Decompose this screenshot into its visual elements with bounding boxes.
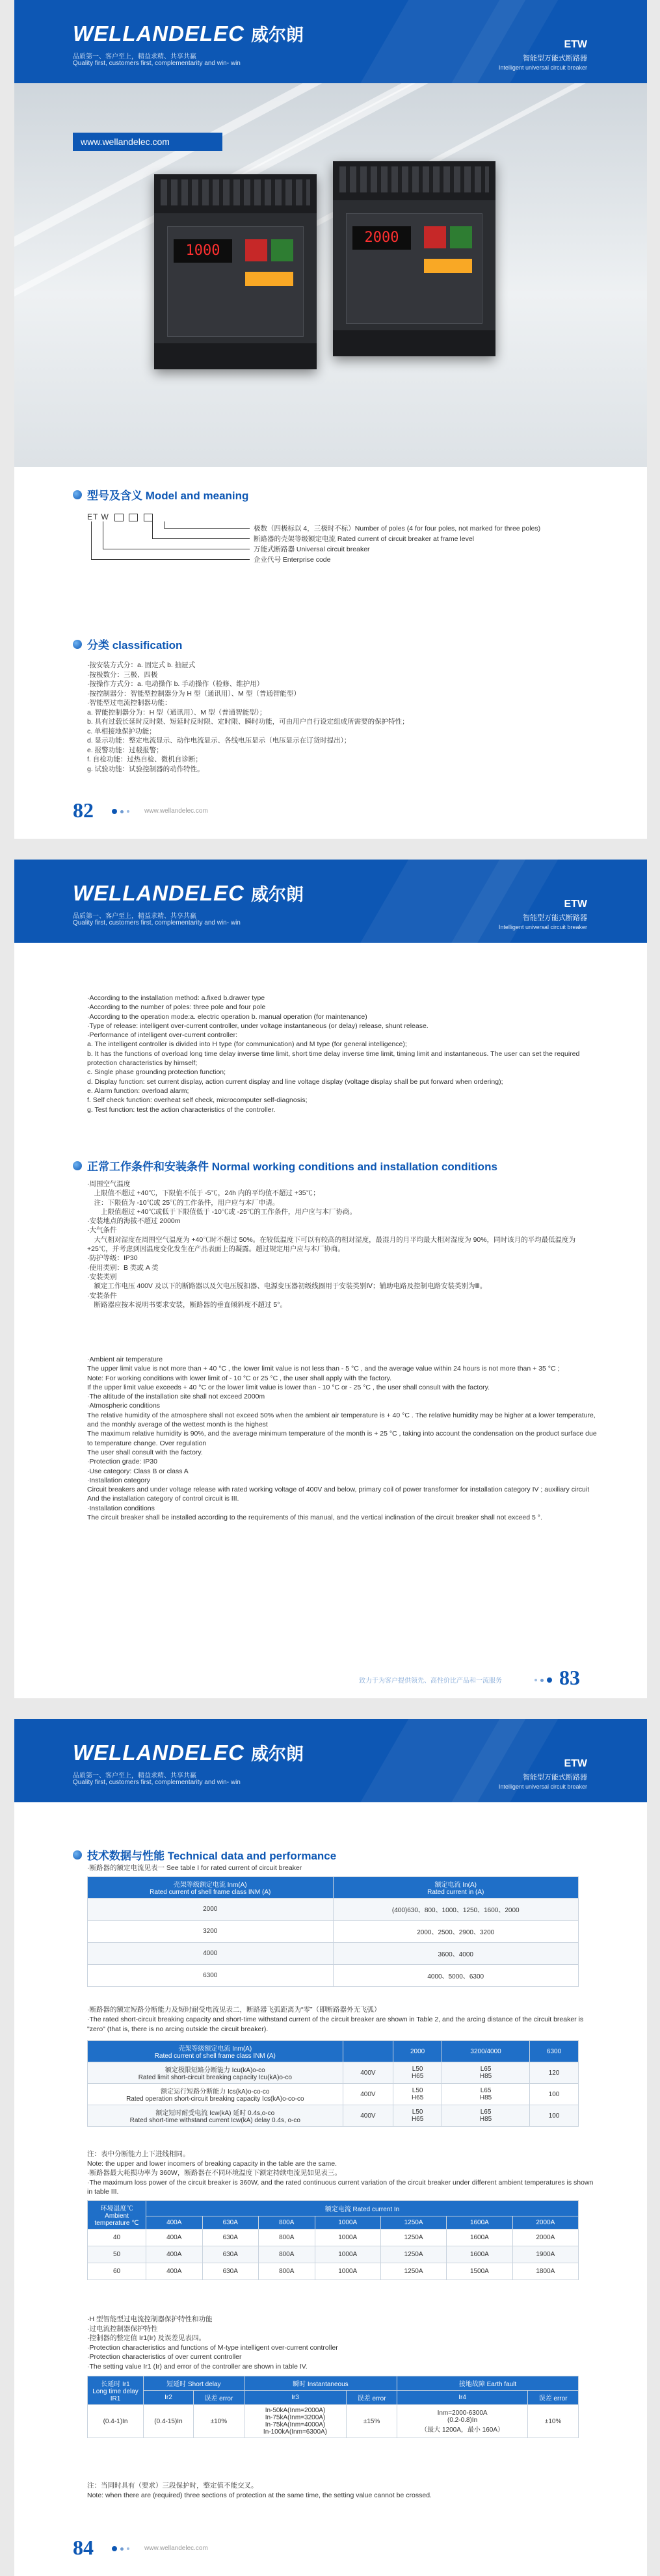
list-item: 注：下限值为 -10℃或 25℃的工作条件，用户应与本厂申请。 xyxy=(87,1198,280,1207)
product-model: ETW xyxy=(564,39,587,50)
note-line: ·Protection characteristics of over current controller xyxy=(87,2353,242,2361)
table1-caption: ·断路器的额定电流见表一 See table I for rated current of circuit breaker xyxy=(87,1864,302,1872)
product-name-en: Intelligent universal circuit breaker xyxy=(498,1783,587,1790)
list-item: ·According to the installation method: a.fixed b.drawer type xyxy=(87,994,265,1002)
footer-slogan: 致力于为客户提供领先、高性价比产品和一流服务 xyxy=(359,1677,502,1685)
list-item: The upper limit value is not more than + 40 °C , the lower limit value is not less than - 5 °C , and the average value within 24 hours is not more than + 35 °C ; xyxy=(87,1365,560,1373)
table-row: 额定极限短路分断能力 Icu(kA)o-co Rated limit short-circuit breaking capacity Icu(kA)o-co 400V L50 H65 L65 H85 120 xyxy=(88,2062,579,2084)
website-banner[interactable]: www.wellandelec.com xyxy=(73,133,222,151)
list-item: g. 试验功能：试验控制器的动作特性。 xyxy=(87,765,204,773)
list-item: Circuit breakers and under voltage release with rated working voltage of 400V and below, primary coil of power transformer for installation category IV ; auxiliary circuit xyxy=(87,1486,590,1494)
model-meaning: 极数（四极标以 4，三极时不标）Number of poles (4 for four poles, not marked for three poles) xyxy=(254,525,541,532)
product-name-cn: 智能型万能式断路器 xyxy=(523,914,587,922)
model-box xyxy=(129,514,138,521)
list-item: ·按安装方式分：a. 固定式 b. 抽屉式 xyxy=(87,661,196,669)
section-title-technical: 技术数据与性能 Technical data and performance xyxy=(73,1847,336,1863)
list-item: ·Type of release: intelligent over-current controller, under voltage instantaneous (or delay) release, shunt release. xyxy=(87,1021,429,1030)
table-row: 2000 (400)630、800、1000、1250、1600、2000 xyxy=(88,1899,579,1921)
breaker-base xyxy=(154,343,317,369)
list-item: 大气相对湿度在周围空气温度为 +40℃时不超过 50%。在较低温度下可以有较高的相对湿度，最湿月的月平均最大相对湿度为 90%，同时该月的平均最低温度为 +25℃，并考虑到因温度变化发生在产品表面上的凝露。超过规定用户应与本厂协商。 xyxy=(87,1235,576,1254)
conditions-list-en xyxy=(87,1355,598,1522)
list-item: c. 单相接地保护功能； xyxy=(87,727,156,735)
list-item: 上限值超过 +40℃或低于下限值低于 -10℃或 -25℃的工作条件，用户应与本厂协商。 xyxy=(87,1207,356,1216)
list-item: ·According to the operation mode:a. electric operation b. manual operation (for maintenance) xyxy=(87,1012,367,1021)
rated-current-table xyxy=(87,1876,579,1987)
slogan-en: Quality first, customers first, complementarity and win- win xyxy=(73,60,241,67)
list-item: ·According to the number of poles: three pole and four pole xyxy=(87,1003,266,1012)
off-button xyxy=(245,239,267,261)
note-line: 注：当同时具有（要求）三段保护时，整定值不能交叉。 xyxy=(87,2482,258,2490)
product-model: ETW xyxy=(564,899,587,910)
table-row: 60 400A 630A 800A 1000A 1250A 1500A 1800A xyxy=(88,2263,579,2280)
list-item: ·大气条件 xyxy=(87,1226,117,1235)
classification-list-cn xyxy=(87,661,594,774)
list-item: c. Single phase grounding protection function; xyxy=(87,1068,226,1077)
page-82 xyxy=(14,0,647,839)
logo-latin: WELLANDELEC xyxy=(73,1741,244,1765)
product-model: ETW xyxy=(564,1758,587,1769)
table-header: 环境温度℃ Ambient temperature ℃ 额定电流 Rated current In xyxy=(88,2201,579,2216)
list-item: ·安装地点的海拔不超过 2000m xyxy=(87,1217,181,1226)
slogan-cn: 品质第一、客户至上，精益求精、共享共赢 xyxy=(73,53,196,60)
list-item: ·防护等级：IP30 xyxy=(87,1254,138,1263)
classification-list-en xyxy=(87,993,598,1114)
list-item: 额定工作电压 400V 及以下的断路器以及欠电压脱扣器、电源变压器初级线圈用于安装类别Ⅳ；辅助电路及控制电路安装类别为Ⅲ。 xyxy=(87,1282,487,1291)
list-item: Note: For working conditions with lower limit of - 10 °C or 25 °C , the user shall apply with the factory. xyxy=(87,1374,392,1382)
arc-chute xyxy=(339,166,489,192)
model-diagram xyxy=(87,512,581,577)
list-item: ·Performance of intelligent over-current controller: xyxy=(87,1031,238,1040)
table2-caption-cn: ·断路器的额定短路分断能力及短时耐受电流见表二，断路器飞弧距离为“零”（即断路器外无飞弧） xyxy=(87,2006,381,2014)
table-row: 3200 2000、2500、2900、3200 xyxy=(88,1921,579,1943)
list-item: ·Use category: Class B or class A xyxy=(87,1467,189,1475)
list-item: a. The intelligent controller is divided into H type (for communication) and M type (for general intelligence); xyxy=(87,1040,407,1049)
footer-website[interactable]: www.wellandelec.com xyxy=(144,808,208,815)
list-item: b. It has the functions of overload long time delay inverse time limit, short time delay inverse time limit, timing limit and instantaneous. The user can set the required protection characteristics by himself; xyxy=(87,1049,580,1068)
table-subheader: Ir2 误差 error Ir3 误差 error Ir4 误差 error xyxy=(88,2391,579,2405)
temperature-derating-table xyxy=(87,2200,579,2280)
list-item: The user shall consult with the factory. xyxy=(87,1448,203,1456)
slogan-cn: 品质第一、客户至上，精益求精、共享共赢 xyxy=(73,1772,196,1780)
arc-chute xyxy=(161,179,310,205)
list-item: f. 自检功能：过热自检、微机自诊断； xyxy=(87,756,202,763)
table4-caption xyxy=(87,2315,598,2371)
list-item: 上限值不超过 +40℃，下限值不低于 -5℃，24h 内的平均值不超过 +35℃； xyxy=(87,1189,320,1198)
table-header: 长延时 Ir1 Long time delay IR1 短延时 Short delay 瞬时 Instantaneous 接地故障 Earth fault xyxy=(88,2376,579,2391)
list-item: ·周围空气温度 xyxy=(87,1180,131,1188)
list-item: f. Self check function: overheat self check, microcomputer self-diagnosis; xyxy=(87,1096,308,1105)
list-item: ·Ambient air temperature xyxy=(87,1356,163,1363)
list-item: ·Installation category xyxy=(87,1476,150,1484)
list-item: The relative humidity of the atmosphere shall not exceed 50% when the ambient air temperature is + 40 °C . The relative humidity may be higher at a lower temperature, and the monthly average of the wettest month is the highest xyxy=(87,1411,596,1429)
product-name-en: Intelligent universal circuit breaker xyxy=(498,924,587,930)
bullet-icon xyxy=(73,640,82,649)
logo-cn: 威尔朗 xyxy=(250,885,304,904)
section-title-classification: 分类 classification xyxy=(73,636,182,652)
logo-latin: WELLANDELEC xyxy=(73,881,244,905)
table2-notes xyxy=(87,2149,598,2197)
table-row: 额定短时耐受电流 Icw(kA) 延时 0.4s,o-co Rated short-time withstand current Icw(kA) delay 0.4s, o-co 400V L50 H65 L65 H85 100 xyxy=(88,2105,579,2127)
note-line: ·断路器最大耗损功率为 360W，断路器在不同环境温度下额定持续电流见如见表三。 xyxy=(87,2169,341,2177)
model-box xyxy=(144,514,153,521)
note-line: ·The maximum loss power of the circuit breaker is 360W, and the rated continuous current variation of the circuit breaker under different ambient temperatures is shown in table III. xyxy=(87,2178,594,2196)
controller-display: 1000 xyxy=(174,239,232,263)
note-line: 注：表中分断能力上下进线相同。 xyxy=(87,2150,190,2158)
bullet-icon xyxy=(73,1161,82,1170)
footer-dots xyxy=(112,2546,129,2551)
table2-caption-en: ·The rated short-circuit breaking capacity and short-time withstand current of the circuit breaker are shown in Table 2, and the arcing distance of the circuit breaker is "zero" (that is, there is no arcing outside the circuit breaker). xyxy=(87,2016,584,2033)
hero-product-photo xyxy=(14,83,647,467)
note-line: ·Protection characteristics and functions of M-type intelligent over-current controller xyxy=(87,2343,338,2352)
page-number: 84 xyxy=(73,2536,94,2559)
product-name-cn: 智能型万能式断路器 xyxy=(523,55,587,62)
page-number: 82 xyxy=(73,798,94,822)
on-button xyxy=(450,226,472,248)
list-item: ·Installation conditions xyxy=(87,1504,155,1512)
list-item: ·安装类别 xyxy=(87,1272,117,1281)
list-item: a. 智能控制器分为：H 型（通讯用）、M 型（普通智能型）； xyxy=(87,708,267,716)
list-item: ·按操作方式分：a. 电动操作 b. 手动操作（检修、维护用） xyxy=(87,680,264,688)
page-number: 83 xyxy=(559,1666,580,1689)
model-meaning: 断路器的壳架等级额定电流 Rated current of circuit breaker at frame level xyxy=(254,535,475,543)
list-item: ·智能型过电流控制器功能： xyxy=(87,699,172,707)
table-row: (0.4-1)In (0.4-15)In ±10% In-50kA(Inm=2000A) In-75kA(Inm=3200A) In-75kA(Inm=4000A) In-100kA(Inm=6300A) ±15% Inm=2000-6300A (0.2-0.8)In （最大 1200A，最小 160A） ±10% xyxy=(88,2405,579,2438)
page-header xyxy=(14,860,647,943)
model-box xyxy=(114,514,124,521)
list-item: ·Atmospheric conditions xyxy=(87,1402,161,1410)
bullet-icon xyxy=(73,490,82,499)
table-header: 壳架等级额定电流 Inm(A) Rated current of shell frame class INM (A) 2000 3200/4000 6300 xyxy=(88,2041,579,2062)
table4-notes xyxy=(87,2481,598,2500)
brand-logo xyxy=(73,1740,304,1765)
logo-latin: WELLANDELEC xyxy=(73,21,244,46)
table-row: 额定运行短路分断能力 Ics(kA)o-co-co Rated operation short-circuit breaking capacity Ics(kA)o-co-co 400V L50 H65 L65 H85 100 xyxy=(88,2084,579,2105)
list-item: g. Test function: test the action characteristics of the controller. xyxy=(87,1105,276,1114)
bullet-icon xyxy=(73,1850,82,1860)
product-heading xyxy=(499,1758,587,1790)
controller-display: 2000 xyxy=(352,226,411,250)
product-name-cn: 智能型万能式断路器 xyxy=(523,1774,587,1781)
footer-dots xyxy=(112,809,129,814)
list-item: If the upper limit value exceeds + 40 °C or the lower limit value is lower than - 10 °C or - 25 °C , the user shall consult with the factory. xyxy=(87,1383,490,1391)
list-item: ·使用类别：B 类或 A 类 xyxy=(87,1263,159,1272)
slogan-en: Quality first, customers first, complementarity and win- win xyxy=(73,1779,241,1786)
slogan-cn: 品质第一、客户至上，精益求精、共享共赢 xyxy=(73,913,196,920)
table-row: 6300 4000、5000、6300 xyxy=(88,1965,579,1987)
note-line: ·过电流控制器保护特性 xyxy=(87,2324,158,2333)
model-meaning: 企业代号 Enterprise code xyxy=(254,556,331,564)
note-line: Note: the upper and lower incomers of breaking capacity in the table are the same. xyxy=(87,2159,337,2168)
note-line: Note: when there are (required) three sections of protection at the same time, the setting value cannot be crossed. xyxy=(87,2491,432,2499)
breaker-unit-right xyxy=(333,161,495,356)
table-row: 50 400A 630A 800A 1000A 1250A 1600A 1900A xyxy=(88,2246,579,2263)
product-heading xyxy=(499,899,587,930)
table-header: 壳架等级额定电流 Inm(A) Rated current of shell frame class INM (A) 额定电流 In(A) Rated current in (A) xyxy=(88,1877,579,1899)
model-meaning: 万能式断路器 Universal circuit breaker xyxy=(254,545,370,553)
section-title-conditions: 正常工作条件和安装条件 Normal working conditions and installation conditions xyxy=(73,1157,497,1174)
list-item: e. Alarm function: overload alarm; xyxy=(87,1086,189,1095)
table-row: 40 400A 630A 800A 1000A 1250A 1600A 2000A xyxy=(88,2229,579,2246)
list-item: e. 报警功能：过载报警； xyxy=(87,746,163,754)
logo-cn: 威尔朗 xyxy=(250,25,304,45)
list-item: ·按极数分：三极、四极 xyxy=(87,670,158,679)
breaking-capacity-table xyxy=(87,2040,579,2127)
list-item: ·按控制器分：智能型控制器分为 H 型（通讯用）、M 型（普通智能型） xyxy=(87,689,300,698)
page-84 xyxy=(14,1719,647,2576)
list-item: ·The altitude of the installation site shall not exceed 2000m xyxy=(87,1393,265,1401)
footer-website[interactable]: www.wellandelec.com xyxy=(144,2545,208,2552)
list-item: The circuit breaker shall be installed according to the requirements of this manual, and the vertical inclination of the circuit breaker shall not exceed 5 °. xyxy=(87,1514,542,1522)
note-line: ·The setting value Ir1 (Ir) and error of the controller are shown in table IV. xyxy=(87,2362,308,2371)
slogan-en: Quality first, customers first, complementarity and win- win xyxy=(73,919,241,927)
brand-logo xyxy=(73,21,304,46)
list-item: ·安装条件 xyxy=(87,1291,117,1300)
list-item: d. Display function: set current display, action current display and line voltage display (voltage display shall be put forward when ordering); xyxy=(87,1077,503,1086)
section-title-model: 型号及含义 Model and meaning xyxy=(73,486,248,503)
note-line: ·H 型智能型过电流控制器保护特性和功能 xyxy=(87,2315,213,2323)
list-item: 断路器应按本说明书要求安装，断路器的垂直倾斜度不超过 5°。 xyxy=(87,1300,287,1309)
table-subheader: 400A 630A 800A 1000A 1250A 1600A 2000A xyxy=(88,2216,579,2229)
breaker-unit-left xyxy=(154,174,317,369)
list-item: d. 显示功能：整定电流显示、动作电流显示、各线电压显示（电压显示在订货时提出）； xyxy=(87,737,351,744)
brand-logo xyxy=(73,880,304,906)
list-item: And the installation category of control circuit is III. xyxy=(87,1495,239,1503)
product-heading xyxy=(499,39,587,71)
list-item: ·Protection grade: IP30 xyxy=(87,1458,157,1466)
page-header xyxy=(14,0,647,83)
protection-setting-table xyxy=(87,2376,579,2438)
list-item: The maximum relative humidity is 90%, and the average minimum temperature of the month is + 25 °C , taking into account the condensation on the product surface due to temperature change. Over regulation xyxy=(87,1430,597,1447)
logo-cn: 威尔朗 xyxy=(250,1744,304,1764)
on-button xyxy=(271,239,293,261)
conditions-list-cn xyxy=(87,1179,598,1309)
page-header xyxy=(14,1719,647,1802)
table-row: 4000 3600、4000 xyxy=(88,1943,579,1965)
status-indicator xyxy=(245,272,293,286)
footer-dots xyxy=(535,1677,552,1683)
note-line: ·控制器的整定值 Ir1(Ir) 及误差见表四。 xyxy=(87,2334,205,2342)
off-button xyxy=(424,226,446,248)
breaker-base xyxy=(333,330,495,356)
status-indicator xyxy=(424,259,472,273)
list-item: b. 具有过载长延时反时限、短延时反时限、定时限、瞬时功能，可由用户自行设定组成所需要的保护特性； xyxy=(87,718,409,726)
model-code: ET W xyxy=(87,512,109,521)
product-name-en: Intelligent universal circuit breaker xyxy=(498,64,587,71)
page-83 xyxy=(14,860,647,1698)
